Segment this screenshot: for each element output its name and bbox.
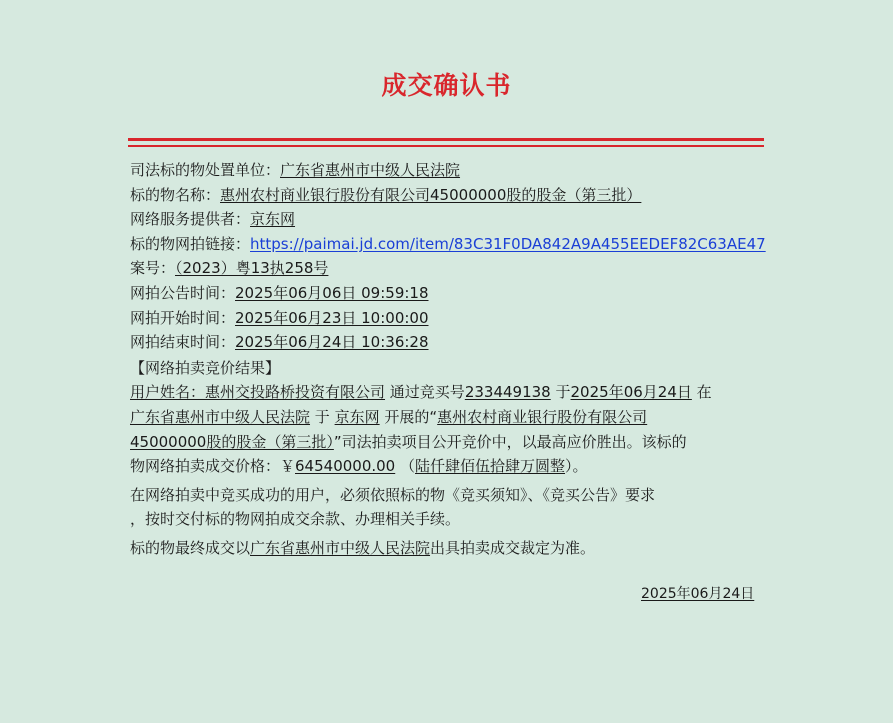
end-time-value: 2025年06月24日 10:36:28 xyxy=(235,333,429,352)
result-text-3: 在 xyxy=(696,383,712,402)
case-row xyxy=(130,256,758,281)
provider-value: 京东网 xyxy=(250,210,296,229)
end-time-row xyxy=(130,330,758,355)
result-heading: 【网络拍卖竞价结果】 xyxy=(130,358,281,377)
case-label: 案号： xyxy=(130,259,176,278)
unit-value: 广东省惠州市中级人民法院 xyxy=(280,161,461,179)
final-text-2: 出具拍卖成交裁定为准。 xyxy=(430,538,596,557)
deal-price-words: 陆仟肆佰伍拾肆万圆整 xyxy=(415,457,566,476)
result-line-4 xyxy=(130,454,758,479)
auction-link[interactable]: https://paimai.jd.com/item/83C31F0DA842A9A455EEDEF82C63AE47 xyxy=(250,234,766,253)
notice-line-2: ，按时交付标的物网拍成交余款、办理相关手续。 xyxy=(130,510,461,529)
footer-date: 2025年06月24日 xyxy=(641,586,755,602)
announce-time-value: 2025年06月06日 09:59:18 xyxy=(235,283,429,302)
start-time-value: 2025年06月23日 10:00:00 xyxy=(235,308,429,327)
final-text-1: 标的物最终成交以 xyxy=(130,538,251,557)
result-line-1 xyxy=(130,380,758,405)
deal-date: 2025年06月24日 xyxy=(570,383,692,402)
result-text-7: 物网络拍卖成交价格：￥ xyxy=(130,457,296,476)
case-value: （2023）粤13执258号 xyxy=(175,259,329,278)
provider-label: 网络服务提供者： xyxy=(130,210,251,229)
result-text-1: 通过竞买号 xyxy=(389,383,465,402)
start-time-row xyxy=(130,306,758,331)
result-platform: 京东网 xyxy=(334,407,380,426)
start-time-label: 网拍开始时间： xyxy=(130,308,236,327)
title-divider-bottom xyxy=(128,145,764,147)
provider-row xyxy=(130,207,758,232)
unit-row xyxy=(130,158,758,183)
bid-number: 233449138 xyxy=(464,383,551,402)
final-court: 广东省惠州市中级人民法院 xyxy=(250,538,431,557)
result-text-6: ”司法拍卖项目公开竞价中，以最高应价胜出。该标的 xyxy=(333,432,687,451)
result-line-2 xyxy=(130,405,758,430)
document-body xyxy=(130,158,766,561)
item-name-value: 惠州农村商业银行股份有限公司45000000股的股金（第三批） xyxy=(220,185,642,204)
result-text-4: 于 xyxy=(314,407,330,426)
result-item-part2: 45000000股的股金（第三批） xyxy=(130,432,334,451)
document-title: 成交确认书 xyxy=(381,71,512,100)
item-name-label: 标的物名称： xyxy=(130,185,221,204)
announce-time-row xyxy=(130,281,758,306)
unit-label: 司法标的物处置单位： xyxy=(130,161,281,179)
end-time-label: 网拍结束时间： xyxy=(130,333,236,352)
result-text-2: 于 xyxy=(555,383,571,402)
item-name-row xyxy=(130,183,758,208)
result-item-part1: 惠州农村商业银行股份有限公司 xyxy=(437,407,648,426)
winner-name: 用户姓名：惠州交投路桥投资有限公司 xyxy=(130,383,386,402)
result-paragraph xyxy=(130,380,758,478)
final-statement xyxy=(130,536,758,561)
auction-link-label: 标的物网拍链接： xyxy=(130,234,251,253)
deal-price: 64540000.00 xyxy=(295,457,396,476)
result-text-9: ）。 xyxy=(565,457,588,476)
result-court: 广东省惠州市中级人民法院 xyxy=(130,407,311,426)
title-divider-top xyxy=(128,138,764,141)
result-text-5: 开展的“ xyxy=(384,407,438,426)
auction-link-row xyxy=(130,232,766,257)
result-line-3 xyxy=(130,430,758,455)
result-text-8: （ xyxy=(400,457,416,476)
notice-line-1: 在网络拍卖中竞买成功的用户，必须依照标的物《竞买须知》、《竞买公告》要求 xyxy=(130,485,656,504)
announce-time-label: 网拍公告时间： xyxy=(130,283,236,302)
